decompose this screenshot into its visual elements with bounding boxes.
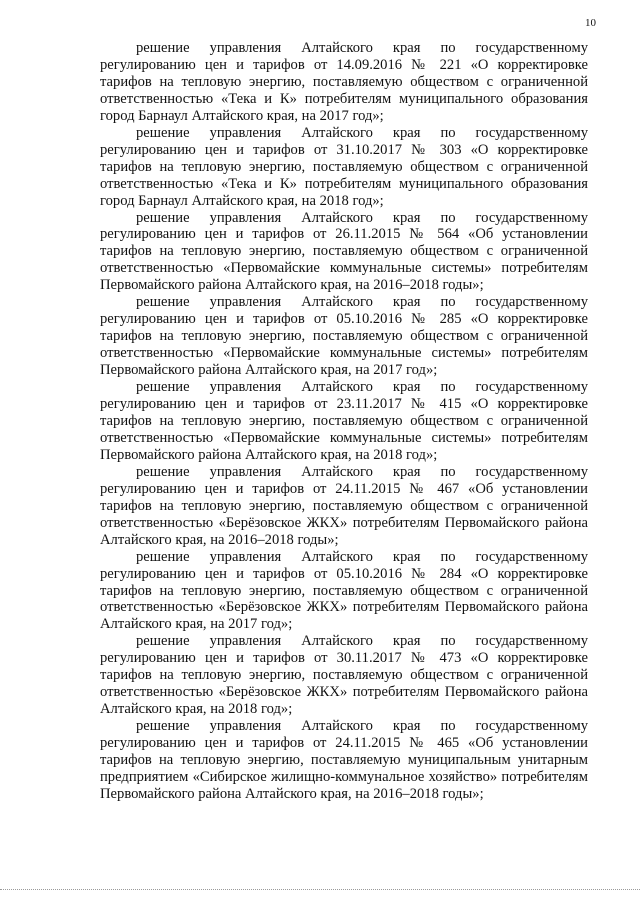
document-body: [100, 40, 588, 803]
page-number: 10: [585, 17, 596, 29]
bottom-divider: [0, 889, 640, 890]
paragraph-decision-6: решение управления Алтайского края по государственному регулированию цен и тарифов от 24.11.2015 № 467 «Об установлении тарифов на тепловую энергию, поставляемую обществом с ограниченной ответственностью «Берёзовское ЖКХ» потребителям Первомайского района Алтайского края, на 2016–2018 годы»;: [100, 463, 588, 548]
paragraph-decision-5: решение управления Алтайского края по государственному регулированию цен и тарифов от 23.11.2017 № 415 «О корректировке тарифов на тепловую энергию, поставляемую обществом с ограниченной ответственностью «Первомайские коммунальные системы» потребителям Первомайского района Алтайского края, на 2018 год»;: [100, 379, 588, 463]
paragraph-decision-9: решение управления Алтайского края по государственному регулированию цен и тарифов от 24.11.2015 № 465 «Об установлении тарифов на тепловую энергию, поставляемую муниципальным унитарным предприятием «Сибирское жилищно-коммунальное хозяйство» потребителям Первомайского района Алтайского края, на 2016–2018 годы»;: [100, 718, 588, 802]
paragraph-decision-8: решение управления Алтайского края по государственному регулированию цен и тарифов от 30.11.2017 № 473 «О корректировке тарифов на тепловую энергию, поставляемую обществом с ограниченной ответственностью «Берёзовское ЖКХ» потребителям Первомайского района Алтайского края, на 2018 год»;: [100, 633, 588, 718]
paragraph-decision-4: решение управления Алтайского края по государственному регулированию цен и тарифов от 05.10.2016 № 285 «О корректировке тарифов на тепловую энергию, поставляемую обществом с ограниченной ответственностью «Первомайские коммунальные системы» потребителям Первомайского района Алтайского края, на 2017 год»;: [100, 294, 588, 379]
paragraph-decision-3: решение управления Алтайского края по государственному регулированию цен и тарифов от 26.11.2015 № 564 «Об установлении тарифов на тепловую энергию, поставляемую обществом с ограниченной ответственностью «Первомайские коммунальные системы» потребителям Первомайского района Алтайского края, на 2016–2018 годы»;: [100, 209, 588, 294]
paragraph-decision-7: решение управления Алтайского края по государственному регулированию цен и тарифов от 05.10.2016 № 284 «О корректировке тарифов на тепловую энергию, поставляемую обществом с ограниченной ответственностью «Берёзовское ЖКХ» потребителям Первомайского района Алтайского края, на 2017 год»;: [100, 548, 588, 633]
paragraph-decision-2: решение управления Алтайского края по государственному регулированию цен и тарифов от 31.10.2017 № 303 «О корректировке тарифов на тепловую энергию, поставляемую обществом с ограниченной ответственностью «Тека и К» потребителям муниципального образования город Барнаул Алтайского края, на 2018 год»;: [100, 124, 588, 209]
paragraph-decision-1: решение управления Алтайского края по государственному регулированию цен и тарифов от 14.09.2016 № 221 «О корректировке тарифов на тепловую энергию, поставляемую обществом с ограниченной ответственностью «Тека и К» потребителям муниципального образования город Барнаул Алтайского края, на 2017 год»;: [100, 40, 588, 124]
